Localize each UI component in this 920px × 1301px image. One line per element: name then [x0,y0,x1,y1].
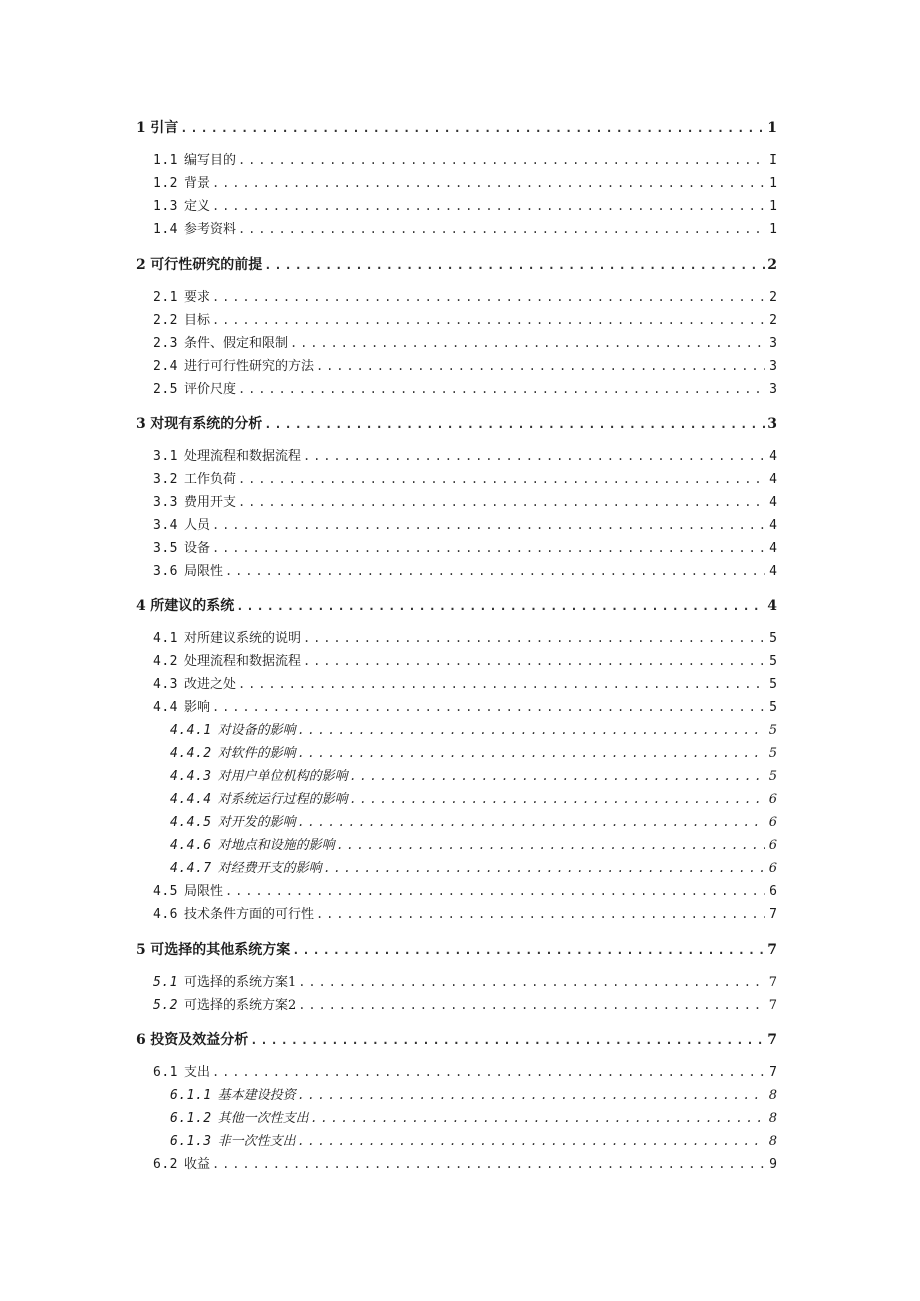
toc-entry-number: 4.4.2 [170,746,212,761]
toc-entry-title: 可行性研究的前提 [150,257,263,273]
toc-entry-4[interactable] [136,596,777,616]
toc-entry-6-1-2[interactable] [170,1108,777,1128]
toc-entry-4-5[interactable] [153,881,777,901]
toc-dot-leader [350,766,765,786]
toc-entry-5-1[interactable] [153,972,777,992]
toc-entry-title: 所建议的系统 [150,598,235,614]
toc-entry-title: 编写目的 [183,153,236,168]
toc-entry-title: 局限性 [183,884,223,899]
toc-entry-title: 非一次性支出 [217,1134,296,1149]
toc-dot-leader [298,743,765,763]
toc-entry-number: 3 [136,416,147,432]
toc-entry-4-1[interactable] [153,628,777,648]
toc-entry-page-number: 7 [768,975,777,990]
toc-entry-page-number: 9 [769,1157,777,1172]
toc-entry-page-number: 2 [769,290,777,305]
toc-dot-leader [180,118,765,138]
toc-entry-number: 4.1 [153,631,178,646]
toc-entry-title: 可选择的系统方案2 [183,998,297,1013]
toc-dot-leader [298,1085,765,1105]
toc-dot-leader [316,356,765,376]
toc-entry-number: 2.1 [153,290,178,305]
toc-entry-page-number: 6 [768,792,777,807]
toc-entry-page-number: 6 [769,884,777,899]
toc-entry-4-4-7[interactable] [170,858,777,878]
toc-entry-number: 4 [136,598,147,614]
toc-dot-leader [303,446,765,466]
toc-entry-number: 5.1 [153,975,178,990]
toc-entry-5-2[interactable] [153,995,777,1015]
toc-entry-page-number: 5 [769,654,777,669]
toc-entry-3-5[interactable] [153,538,777,558]
toc-entry-4-2[interactable] [153,651,777,671]
toc-entry-number: 4.4.4 [170,792,212,807]
toc-entry-page-number: 2 [769,313,777,328]
toc-dot-leader [303,628,765,648]
toc-entry-title: 局限性 [183,564,223,579]
toc-dot-leader [264,255,765,275]
toc-entry-3-3[interactable] [153,492,777,512]
toc-entry-title: 对设备的影响 [217,723,296,738]
toc-entry-number: 5 [136,942,147,958]
toc-entry-number: 4.4.3 [170,769,212,784]
toc-entry-number: 5.2 [153,998,178,1013]
toc-entry-page-number: 5 [768,723,777,738]
toc-entry-page-number: 7 [769,1065,777,1080]
toc-dot-leader [238,674,765,694]
toc-entry-2-4[interactable] [153,356,777,376]
toc-entry-6[interactable] [136,1030,777,1050]
toc-entry-title: 基本建设投资 [217,1088,296,1103]
toc-entry-page-number: 4 [769,472,777,487]
toc-dot-leader [238,150,765,170]
toc-entry-4-4-4[interactable] [170,789,777,809]
toc-entry-title: 要求 [183,290,210,305]
toc-entry-3[interactable] [136,414,777,434]
toc-dot-leader [290,333,765,353]
toc-entry-3-4[interactable] [153,515,777,535]
toc-dot-leader [350,789,765,809]
toc-entry-title: 人员 [183,518,210,533]
toc-entry-page-number: 3 [769,382,777,397]
toc-entry-number: 1.2 [153,176,178,191]
toc-dot-leader [298,1131,765,1151]
toc-entry-number: 1 [136,120,147,136]
toc-entry-4-4-2[interactable] [170,743,777,763]
toc-dot-leader [212,1154,765,1174]
toc-entry-page-number: 8 [768,1134,777,1149]
toc-entry-page-number: 7 [767,1032,777,1048]
toc-dot-leader [298,720,765,740]
toc-entry-title: 收益 [183,1157,210,1172]
toc-entry-number: 6.1.3 [170,1134,212,1149]
toc-entry-4-4-3[interactable] [170,766,777,786]
toc-entry-page-number: 7 [767,942,777,958]
toc-entry-page-number: 4 [769,449,777,464]
toc-entry-number: 4.2 [153,654,178,669]
toc-entry-5[interactable] [136,940,777,960]
toc-entry-title: 参考资料 [183,222,236,237]
toc-entry-title: 对所建议系统的说明 [183,631,301,646]
toc-entry-1[interactable] [136,118,777,138]
toc-entry-3-2[interactable] [153,469,777,489]
toc-dot-leader [225,561,765,581]
toc-entry-title: 条件、假定和限制 [183,336,288,351]
toc-entry-4-4[interactable] [153,697,777,717]
toc-dot-leader [250,1030,765,1050]
toc-entry-page-number: 4 [769,541,777,556]
toc-entry-page-number: 4 [769,564,777,579]
toc-entry-number: 2 [136,257,147,273]
toc-entry-6-1-3[interactable] [170,1131,777,1151]
toc-entry-page-number: 5 [769,700,777,715]
toc-entry-4-6[interactable] [153,904,777,924]
toc-entry-page-number: 1 [767,120,777,136]
toc-entry-page-number: 4 [769,495,777,510]
toc-entry-page-number: 3 [769,359,777,374]
toc-dot-leader [212,515,765,535]
toc-entry-4-4-6[interactable] [170,835,777,855]
toc-dot-leader [311,1108,765,1128]
toc-dot-leader [303,651,765,671]
toc-entry-title: 设备 [183,541,210,556]
toc-entry-title: 处理流程和数据流程 [183,449,301,464]
toc-entry-title: 工作负荷 [183,472,236,487]
toc-entry-number: 4.4.5 [170,815,212,830]
toc-entry-title: 进行可行性研究的方法 [183,359,314,374]
toc-entry-number: 3.5 [153,541,178,556]
toc-entry-title: 对现有系统的分析 [150,416,263,432]
toc-entry-title: 对系统运行过程的影响 [217,792,348,807]
toc-entry-number: 4.4.1 [170,723,212,738]
toc-entry-title: 支出 [183,1065,210,1080]
toc-dot-leader [238,379,765,399]
toc-entry-3-1[interactable] [153,446,777,466]
toc-entry-6-1-1[interactable] [170,1085,777,1105]
toc-entry-number: 6 [136,1032,147,1048]
toc-dot-leader [212,538,765,558]
toc-entry-number: 2.2 [153,313,178,328]
toc-entry-page-number: 2 [767,257,777,273]
toc-entry-page-number: 8 [768,1088,777,1103]
toc-entry-6-1[interactable] [153,1062,777,1082]
toc-entry-number: 3.2 [153,472,178,487]
toc-entry-page-number: 6 [768,861,777,876]
toc-dot-leader [238,469,765,489]
toc-entry-page-number: 6 [768,815,777,830]
toc-entry-number: 3.1 [153,449,178,464]
toc-entry-title: 可选择的系统方案1 [183,975,297,990]
toc-entry-title: 评价尺度 [183,382,236,397]
toc-dot-leader [324,858,765,878]
toc-entry-page-number: 1 [769,222,777,237]
toc-entry-1-2[interactable] [153,173,777,193]
toc-entry-1-4[interactable] [153,219,777,239]
toc-entry-1-3[interactable] [153,196,777,216]
toc-dot-leader [292,940,765,960]
toc-entry-title: 可选择的其他系统方案 [150,942,291,958]
toc-entry-number: 6.1.2 [170,1111,212,1126]
toc-dot-leader [212,287,765,307]
toc-entry-4-3[interactable] [153,674,777,694]
toc-entry-title: 投资及效益分析 [150,1032,249,1048]
toc-entry-page-number: 1 [769,199,777,214]
toc-entry-2-1[interactable] [153,287,777,307]
toc-dot-leader [316,904,765,924]
toc-entry-page-number: 3 [769,336,777,351]
toc-entry-title: 费用开支 [183,495,236,510]
toc-entry-4-4-5[interactable] [170,812,777,832]
toc-entry-number: 2.5 [153,382,178,397]
toc-entry-page-number: 3 [767,416,777,432]
toc-entry-number: 1.1 [153,153,178,168]
toc-entry-page-number: 7 [768,998,777,1013]
toc-entry-title: 引言 [150,120,179,136]
toc-entry-number: 3.3 [153,495,178,510]
toc-entry-number: 1.3 [153,199,178,214]
toc-entry-title: 定义 [183,199,210,214]
toc-entry-number: 4.3 [153,677,178,692]
toc-entry-number: 4.5 [153,884,178,899]
toc-entry-page-number: 5 [769,677,777,692]
toc-dot-leader [236,596,765,616]
toc-entry-number: 6.2 [153,1157,178,1172]
toc-entry-number: 4.4.6 [170,838,212,853]
toc-entry-page-number: 4 [769,518,777,533]
toc-dot-leader [212,697,765,717]
toc-entry-page-number: 5 [768,769,777,784]
toc-entry-number: 4.4 [153,700,178,715]
toc-entry-title: 其他一次性支出 [217,1111,309,1126]
toc-dot-leader [212,196,765,216]
toc-entry-page-number: 7 [769,907,777,922]
toc-dot-leader [212,310,765,330]
toc-entry-title: 背景 [183,176,210,191]
toc-dot-leader [298,812,765,832]
toc-entry-title: 目标 [183,313,210,328]
toc-dot-leader [212,1062,765,1082]
toc-entry-1-1[interactable] [153,150,777,170]
toc-entry-number: 4.6 [153,907,178,922]
toc-entry-title: 对用户单位机构的影响 [217,769,348,784]
toc-entry-page-number: 5 [769,631,777,646]
toc-entry-page-number: 4 [767,598,777,614]
toc-entry-number: 4.4.7 [170,861,212,876]
toc-entry-page-number: 1 [769,176,777,191]
toc-entry-title: 对软件的影响 [217,746,296,761]
toc-entry-6-2[interactable] [153,1154,777,1174]
toc-dot-leader [225,881,765,901]
toc-dot-leader [238,219,765,239]
toc-entry-number: 2.3 [153,336,178,351]
toc-entry-page-number: 8 [768,1111,777,1126]
toc-entry-page-number: 5 [768,746,777,761]
toc-dot-leader [298,972,765,992]
toc-dot-leader [337,835,765,855]
toc-entry-title: 影响 [183,700,210,715]
toc-dot-leader [238,492,765,512]
toc-entry-page-number: 6 [768,838,777,853]
toc-entry-2-3[interactable] [153,333,777,353]
toc-entry-number: 3.6 [153,564,178,579]
toc-entry-2-2[interactable] [153,310,777,330]
toc-entry-title: 改进之处 [183,677,236,692]
toc-entry-page-number: I [769,153,777,168]
toc-dot-leader [264,414,765,434]
toc-entry-title: 处理流程和数据流程 [183,654,301,669]
toc-entry-title: 对地点和设施的影响 [217,838,335,853]
toc-entry-number: 1.4 [153,222,178,237]
toc-entry-title: 对开发的影响 [217,815,296,830]
toc-entry-4-4-1[interactable] [170,720,777,740]
toc-entry-number: 6.1 [153,1065,178,1080]
toc-dot-leader [212,173,765,193]
toc-entry-3-6[interactable] [153,561,777,581]
toc-entry-number: 6.1.1 [170,1088,212,1103]
toc-entry-2-5[interactable] [153,379,777,399]
toc-entry-title: 技术条件方面的可行性 [183,907,314,922]
toc-dot-leader [298,995,765,1015]
toc-entry-number: 2.4 [153,359,178,374]
toc-entry-title: 对经费开支的影响 [217,861,322,876]
toc-entry-2[interactable] [136,255,777,275]
toc-entry-number: 3.4 [153,518,178,533]
